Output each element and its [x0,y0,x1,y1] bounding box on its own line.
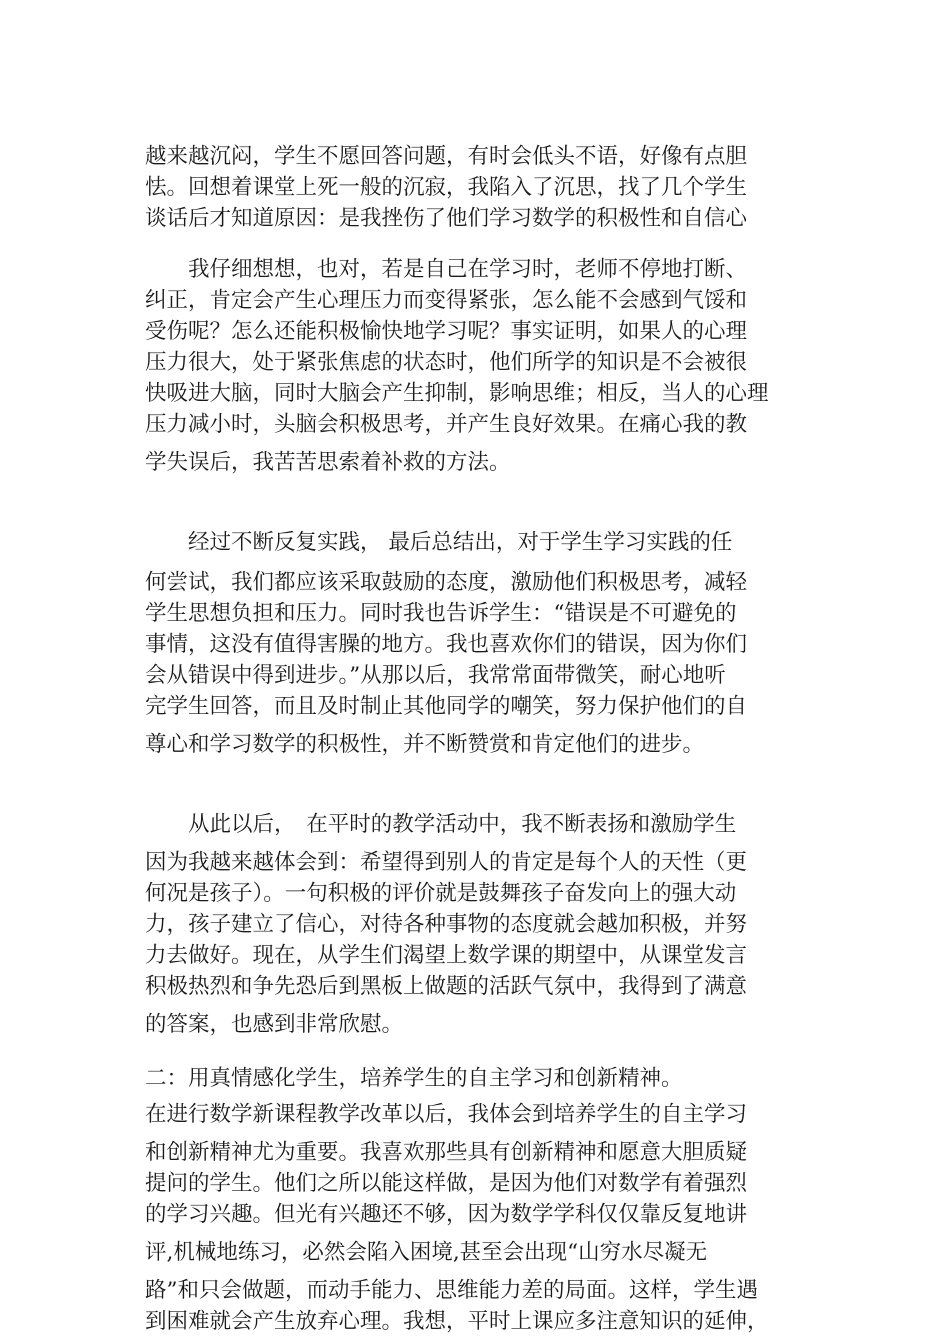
text-line: 压力减小时，头脑会积极思考，并产生良好效果。在痛心我的教 [145,412,748,437]
text-line: 会从错误中得到进步。”从那以后，我常常面带微笑，耐心地听 [145,663,726,688]
text-line: 提问的学生。他们之所以能这样做，是因为他们对数学有着强烈 [145,1171,748,1196]
text-line: 学生思想负担和压力。同时我也告诉学生：“错误是不可避免的 [145,601,737,626]
text-line: 在进行数学新课程教学改革以后，我体会到培养学生的自主学习 [145,1102,748,1127]
text-line: 快吸进大脑，同时大脑会产生抑制，影响思维；相反，当人的心理 [145,381,769,406]
text-line: 学失误后，我苦苦思索着补救的方法。 [145,450,511,475]
text-line: 力，孩子建立了信心，对待各种事物的态度就会越加积极，并努 [145,912,748,937]
text-line: 谈话后才知道原因：是我挫伤了他们学习数学的积极性和自信心 [145,206,748,231]
text-line: 到困难就会产生放弃心理。我想，平时上课应多注意知识的延伸， [145,1309,769,1334]
text-line: 路”和只会做题，而动手能力、思维能力差的局面。这样，学生遇 [145,1278,758,1303]
text-line: 事情，这没有值得害臊的地方。我也喜欢你们的错误，因为你们 [145,632,748,657]
text-line: 因为我越来越体会到：希望得到别人的肯定是每个人的天性（更 [145,850,748,875]
text-line: 压力很大，处于紧张焦虑的状态时，他们所学的知识是不会被很 [145,350,748,375]
text-line: 纠正，肯定会产生心理压力而变得紧张，怎么能不会感到气馁和 [145,288,748,313]
text-line: 何尝试，我们都应该采取鼓励的态度，激励他们积极思考，减轻 [145,570,748,595]
text-line: 何况是孩子）。一句积极的评价就是鼓舞孩子奋发向上的强大动 [145,881,737,906]
text-line: 怯。回想着课堂上死一般的沉寂，我陷入了沉思，找了几个学生 [145,175,748,200]
text-line: 积极热烈和争先恐后到黑板上做题的活跃气氛中，我得到了满意 [145,974,748,999]
text-line: 我仔细想想，也对，若是自己在学习时，老师不停地打断、 [145,257,748,282]
text-line: 力去做好。现在，从学生们渴望上数学课的期望中，从课堂发言 [145,943,748,968]
text-line: 尊心和学习数学的积极性，并不断赞赏和肯定他们的进步。 [145,732,705,757]
text-line: 完学生回答，而且及时制止其他同学的嘲笑，努力保护他们的自 [145,694,748,719]
text-line: 评,机械地练习，必然会陷入困境,甚至会出现“山穷水尽凝无 [145,1240,708,1265]
text-line: 经过不断反复实践， 最后总结出，对于学生学习实践的任 [145,530,733,555]
text-line: 从此以后， 在平时的教学活动中，我不断表扬和激励学生 [145,812,737,837]
text-line: 的学习兴趣。但光有兴趣还不够，因为数学学科仅仅靠反复地讲 [145,1202,748,1227]
text-line: 和创新精神尤为重要。我喜欢那些具有创新精神和愿意大胆质疑 [145,1140,748,1165]
text-line: 的答案，也感到非常欣慰。 [145,1012,404,1037]
text-line: 受伤呢？怎么还能积极愉快地学习呢？事实证明，如果人的心理 [145,319,748,344]
section-heading: 二：用真情感化学生，培养学生的自主学习和创新精神。 [145,1066,683,1091]
text-line: 越来越沉闷，学生不愿回答问题，有时会低头不语，好像有点胆 [145,144,748,169]
